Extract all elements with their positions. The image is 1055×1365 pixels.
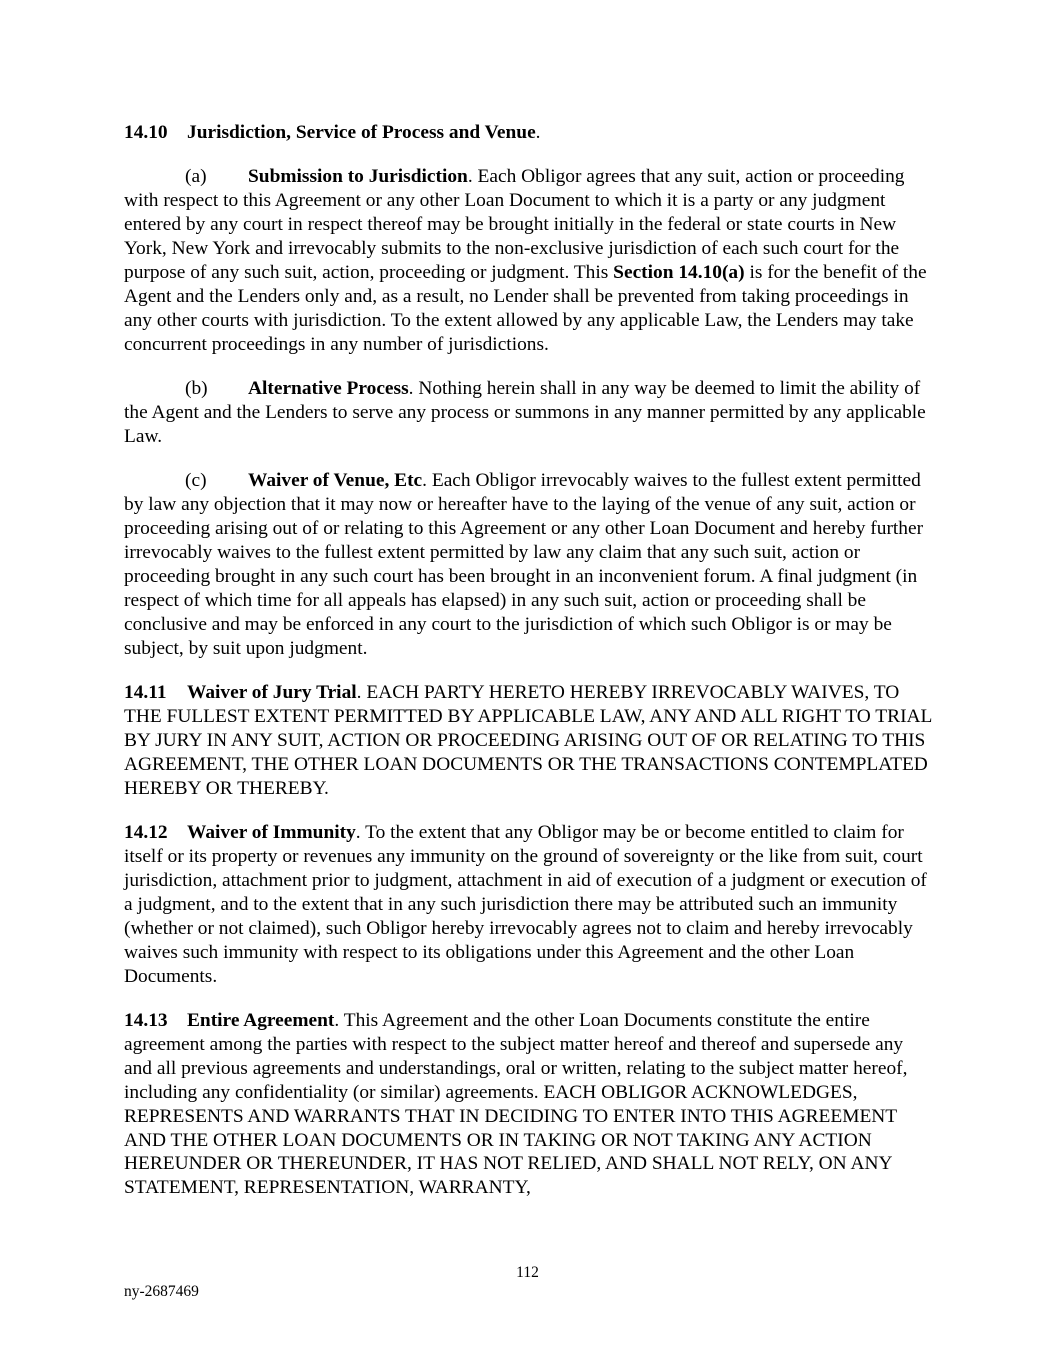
subsection-text-continued: is for the benefit of the Agent and the Lenders only and, as a result, no Lender shall be prevented from taking proceedings in any other courts with jurisdiction. To the extent allowed by any applicable Law, the Lenders may take concurrent proceedings in any number of jurisdictions.	[124, 262, 927, 355]
subsection-label: (b)	[185, 378, 208, 400]
section-number: 14.13	[124, 1010, 168, 1031]
section-number: 14.11	[124, 682, 167, 704]
section-14-10-b	[124, 377, 933, 449]
section-14-10-a	[124, 165, 933, 356]
section-text: . To the extent that any Obligor may be or become entitled to claim for itself or its property or revenues any immunity on the ground of sovereignty or the like from suit, court jurisdiction, attachment prior to judgment, attachment in aid of execution of a judgment or execution of a judgment, and to the extent that in any such jurisdiction there may be attributed such an immunity (whether or not claimed), such Obligor hereby irrevocably agrees not to claim and hereby irrevocably waives such immunity with respect to its obligations under this Agreement and the other Loan Documents.	[124, 822, 927, 987]
section-title-punct: .	[535, 122, 541, 143]
section-title: Jurisdiction, Service of Process and Venue	[187, 122, 536, 143]
section-number: 14.12	[124, 822, 168, 844]
page-number: 112	[516, 1264, 539, 1281]
subsection-text: . Each Obligor agrees that any suit, action or proceeding with respect to this Agreement or any other Loan Document to which it is a party or any judgment entered by any court in respect thereof may be brought initially in the federal or state courts in New York, New York and irrevocably submits to the non-exclusive jurisdiction of each such court for the purpose of any such suit, action, proceeding or judgment. This	[124, 166, 905, 284]
subsection-title: Alternative Process	[248, 378, 409, 400]
subsection-title: Waiver of Venue, Etc	[248, 470, 423, 492]
section-14-12	[124, 821, 933, 988]
section-14-11	[124, 681, 933, 801]
section-14-10-c	[124, 469, 933, 660]
section-title: Entire Agreement	[187, 1010, 335, 1031]
document-body	[124, 121, 933, 1221]
section-14-10-heading	[124, 121, 933, 145]
section-text: . EACH PARTY HERETO HEREBY IRREVOCABLY WAIVES, TO THE FULLEST EXTENT PERMITTED BY APPLICABLE LAW, ANY AND ALL RIGHT TO TRIAL BY JURY IN ANY SUIT, ACTION OR PROCEEDING ARISING OUT OF OR RELATING TO THIS AGREEMENT, THE OTHER LOAN DOCUMENTS OR THE TRANSACTIONS CONTEMPLATED HEREBY OR THEREBY.	[124, 682, 932, 799]
subsection-label: (c)	[185, 470, 207, 492]
subsection-title: Submission to Jurisdiction	[248, 166, 468, 188]
subsection-label: (a)	[185, 166, 207, 188]
section-title: Waiver of Jury Trial	[187, 682, 357, 704]
section-14-13	[124, 1009, 933, 1200]
subsection-text: . Nothing herein shall in any way be deemed to limit the ability of the Agent and the Lenders to serve any process or summons in any manner permitted by any applicable Law.	[124, 378, 926, 447]
subsection-text: . Each Obligor irrevocably waives to the fullest extent permitted by law any objection that it may now or hereafter have to the laying of the venue of any suit, action or proceeding arising out of or relating to this Agreement or any other Loan Document and hereby further irrevocably waives to the fullest extent permitted by law any claim that any such suit, action or proceeding brought in any such court has been brought in an inconvenient forum. A final judgment (in respect of which time for all appeals has elapsed) in any such suit, action or proceeding shall be conclusive and may be enforced in any court to the jurisdiction of which such Obligor is or may be subject, by suit upon judgment.	[124, 470, 924, 659]
section-number: 14.10	[124, 122, 168, 143]
section-text: . This Agreement and the other Loan Documents constitute the entire agreement among the parties with respect to the subject matter hereof and thereof and supersede any and all previous agreements and understandings, oral or written, relating to the subject matter hereof, including any confidentiality (or similar) agreements. EACH OBLIGOR ACKNOWLEDGES, REPRESENTS AND WARRANTS THAT IN DECIDING TO ENTER INTO THIS AGREEMENT AND THE OTHER LOAN DOCUMENTS OR IN TAKING OR NOT TAKING ANY ACTION HEREUNDER OR THEREUNDER, IT HAS NOT RELIED, AND SHALL NOT RELY, ON ANY STATEMENT, REPRESENTATION, WARRANTY,	[124, 1010, 908, 1199]
section-reference: Section 14.10(a)	[613, 262, 745, 284]
document-id: ny-2687469	[124, 1283, 199, 1300]
section-title: Waiver of Immunity	[187, 822, 356, 844]
